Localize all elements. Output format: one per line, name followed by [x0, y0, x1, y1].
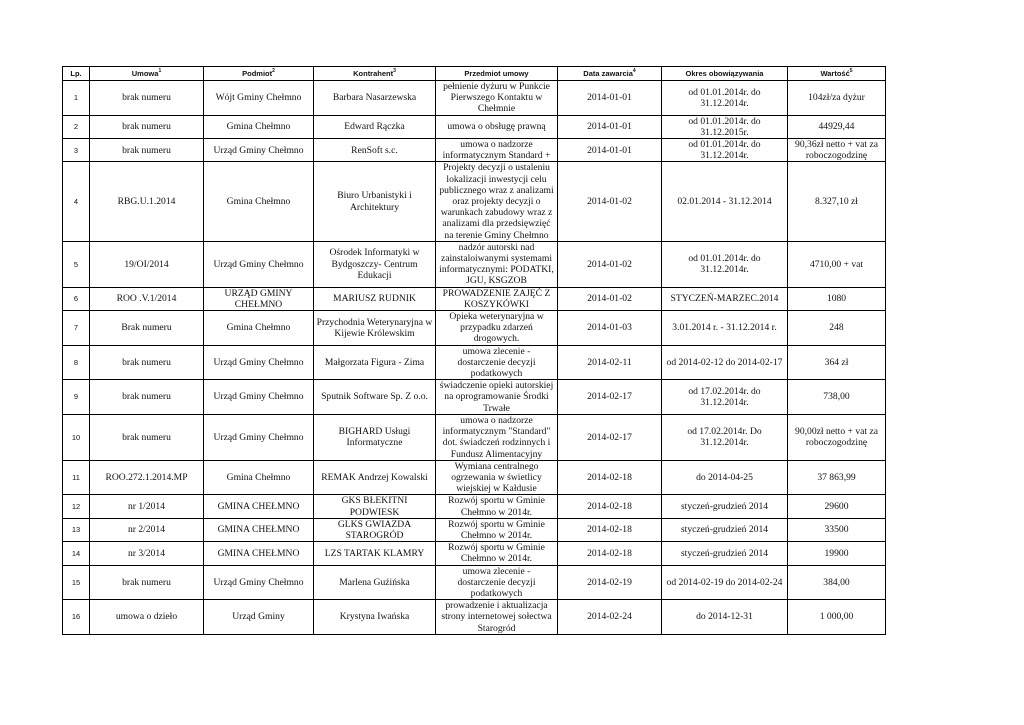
cell-wartosc: 37 863,99	[788, 460, 886, 495]
cell-okres: od 17.02.2014r. Do 31.12.2014r.	[662, 414, 788, 460]
cell-data: 2014-01-03	[558, 311, 662, 346]
cell-kontrahent: GKS BŁEKITNI PODWIESK	[314, 495, 436, 518]
cell-podmiot: GMINA CHEŁMNO	[204, 542, 314, 565]
cell-umowa: umowa o dzieło	[90, 600, 204, 635]
table-row	[63, 600, 886, 635]
cell-przedmiot: Rozwój sportu w Gminie Chełmno w 2014r.	[436, 495, 558, 518]
cell-przedmiot: Rozwój sportu w Gminie Chełmno w 2014r.	[436, 518, 558, 541]
cell-data: 2014-01-02	[558, 241, 662, 287]
cell-przedmiot: Projekty decyzji o ustaleniu lokalizacji inwestycji celu publicznego wraz z analizami oraz projekty decyzji o warunkach zabudowy wraz z analizami dla przedsięwzięć na terenie Gminy Chełmno	[436, 162, 558, 241]
cell-lp: 7	[63, 311, 90, 346]
cell-lp: 2	[63, 115, 90, 138]
cell-wartosc: 384,00	[788, 565, 886, 600]
cell-umowa: brak numeru	[90, 81, 204, 116]
cell-wartosc: 44929,44	[788, 115, 886, 138]
header-przedmiot: Przedmiot umowy	[436, 67, 558, 81]
header-umowa: Umowa$^1$	[90, 67, 204, 81]
cell-lp: 13	[63, 518, 90, 541]
cell-data: 2014-02-18	[558, 518, 662, 541]
cell-okres: 3.01.2014 r. - 31.12.2014 r.	[662, 311, 788, 346]
cell-wartosc: 4710,00 + vat	[788, 241, 886, 287]
table-row	[63, 241, 886, 287]
cell-umowa: RBG.U.1.2014	[90, 162, 204, 241]
header-lp: Lp.	[63, 67, 90, 81]
cell-przedmiot: Wymiana centralnego ogrzewania w świetlicy wiejskiej w Kałdusie	[436, 460, 558, 495]
cell-podmiot: Urząd Gminy Chełmno	[204, 139, 314, 162]
cell-okres: styczeń-grudzień 2014	[662, 518, 788, 541]
cell-przedmiot: świadczenie opieki autorskiej na oprogramowanie Środki Trwałe	[436, 380, 558, 415]
cell-przedmiot: umowa zlecenie - dostarczenie decyzji podatkowych	[436, 565, 558, 600]
cell-wartosc: 33500	[788, 518, 886, 541]
cell-umowa: Brak numeru	[90, 311, 204, 346]
cell-lp: 3	[63, 139, 90, 162]
cell-przedmiot: Opieka weterynaryjna w przypadku zdarzeń drogowych.	[436, 311, 558, 346]
cell-data: 2014-01-02	[558, 287, 662, 310]
cell-okres: 02.01.2014 - 31.12.2014	[662, 162, 788, 241]
contracts-table	[62, 66, 886, 635]
cell-data: 2014-01-01	[558, 139, 662, 162]
cell-umowa: brak numeru	[90, 115, 204, 138]
cell-umowa: nr 2/2014	[90, 518, 204, 541]
cell-data: 2014-01-01	[558, 115, 662, 138]
cell-przedmiot: umowa o nadzorze informatycznym "Standard" dot. świadczeń rodzinnych i Fundusz Alimentacyjny	[436, 414, 558, 460]
cell-wartosc: 90,36zł netto + vat za roboczogodzinę	[788, 139, 886, 162]
cell-kontrahent: Przychodnia Weterynaryjna w Kijewie Królewskim	[314, 311, 436, 346]
cell-umowa: ROO.272.1.2014.MP	[90, 460, 204, 495]
table-row	[63, 542, 886, 565]
table-row	[63, 345, 886, 380]
cell-okres: od 01.01.2014r. do 31.12.2014r.	[662, 241, 788, 287]
cell-data: 2014-02-24	[558, 600, 662, 635]
table-row	[63, 139, 886, 162]
cell-okres: od 01.01.2014r. do 31.12.2014r.	[662, 81, 788, 116]
header-row	[63, 67, 886, 81]
contracts-register	[62, 66, 885, 635]
table-row	[63, 81, 886, 116]
cell-przedmiot: nadzór autorski nad zainstaloiwanymi systemami informatycznymi: PODATKI, JGU, KSGZOB	[436, 241, 558, 287]
cell-kontrahent: Ośrodek Informatyki w Bydgoszczy- Centrum Edukacji	[314, 241, 436, 287]
header-podmiot: Podmiot$^2$	[204, 67, 314, 81]
cell-okres: styczeń-grudzień 2014	[662, 495, 788, 518]
cell-lp: 1	[63, 81, 90, 116]
cell-lp: 15	[63, 565, 90, 600]
cell-wartosc: 1080	[788, 287, 886, 310]
cell-umowa: brak numeru	[90, 345, 204, 380]
cell-kontrahent: BIGHARD Usługi Informatyczne	[314, 414, 436, 460]
cell-przedmiot: Rozwój sportu w Gminie Chełmno w 2014r.	[436, 542, 558, 565]
cell-wartosc: 738,00	[788, 380, 886, 415]
cell-data: 2014-02-11	[558, 345, 662, 380]
table-row	[63, 115, 886, 138]
header-okres: Okres obowiązywania	[662, 67, 788, 81]
table-row	[63, 495, 886, 518]
cell-data: 2014-02-18	[558, 542, 662, 565]
cell-wartosc: 1 000,00	[788, 600, 886, 635]
cell-lp: 9	[63, 380, 90, 415]
cell-lp: 16	[63, 600, 90, 635]
cell-okres: od 2014-02-12 do 2014-02-17	[662, 345, 788, 380]
cell-kontrahent: Marlena Guźińska	[314, 565, 436, 600]
cell-data: 2014-01-01	[558, 81, 662, 116]
cell-podmiot: GMINA CHEŁMNO	[204, 495, 314, 518]
cell-kontrahent: REMAK Andrzej Kowalski	[314, 460, 436, 495]
cell-kontrahent: MARIUSZ RUDNIK	[314, 287, 436, 310]
cell-lp: 6	[63, 287, 90, 310]
cell-podmiot: Urząd Gminy Chełmno	[204, 380, 314, 415]
cell-podmiot: GMINA CHEŁMNO	[204, 518, 314, 541]
cell-lp: 10	[63, 414, 90, 460]
table-row	[63, 287, 886, 310]
table-row	[63, 311, 886, 346]
cell-okres: od 01.01.2014r. do 31.12.2014r.	[662, 139, 788, 162]
cell-data: 2014-02-17	[558, 414, 662, 460]
cell-wartosc: 248	[788, 311, 886, 346]
cell-podmiot: Gmina Chełmno	[204, 115, 314, 138]
cell-umowa: nr 1/2014	[90, 495, 204, 518]
cell-podmiot: Gmina Chełmno	[204, 311, 314, 346]
table-row	[63, 380, 886, 415]
cell-wartosc: 29600	[788, 495, 886, 518]
cell-kontrahent: Małgorzata Figura - Zima	[314, 345, 436, 380]
cell-okres: styczeń-grudzień 2014	[662, 542, 788, 565]
cell-przedmiot: prowadzenie i aktualizacja strony internetowej sołectwa Starogród	[436, 600, 558, 635]
cell-kontrahent: Edward Rączka	[314, 115, 436, 138]
cell-data: 2014-02-17	[558, 380, 662, 415]
cell-kontrahent: Krystyna Iwańska	[314, 600, 436, 635]
cell-okres: do 2014-12-31	[662, 600, 788, 635]
cell-wartosc: 19900	[788, 542, 886, 565]
cell-umowa: brak numeru	[90, 414, 204, 460]
cell-okres: od 17.02.2014r. do 31.12.2014r.	[662, 380, 788, 415]
header-data: Data zawarcia$^4$	[558, 67, 662, 81]
cell-przedmiot: umowa zlecenie - dostarczenie decyzji podatkowych	[436, 345, 558, 380]
cell-okres: do 2014-04-25	[662, 460, 788, 495]
cell-kontrahent: LZS TARTAK KLAMRY	[314, 542, 436, 565]
cell-podmiot: Wójt Gminy Chełmno	[204, 81, 314, 116]
table-row	[63, 565, 886, 600]
cell-przedmiot: umowa o nadzorze informatycznym Standard +	[436, 139, 558, 162]
cell-umowa: brak numeru	[90, 565, 204, 600]
cell-podmiot: Urząd Gminy Chełmno	[204, 241, 314, 287]
cell-podmiot: Urząd Gminy Chełmno	[204, 565, 314, 600]
cell-lp: 12	[63, 495, 90, 518]
cell-umowa: brak numeru	[90, 380, 204, 415]
cell-wartosc: 8.327,10 zł	[788, 162, 886, 241]
cell-podmiot: Urząd Gminy Chełmno	[204, 414, 314, 460]
cell-umowa: ROO .V.1/2014	[90, 287, 204, 310]
cell-data: 2014-02-18	[558, 460, 662, 495]
cell-umowa: 19/OI/2014	[90, 241, 204, 287]
cell-podmiot: Urząd Gminy	[204, 600, 314, 635]
cell-wartosc: 104zł/za dyżur	[788, 81, 886, 116]
cell-kontrahent: Sputnik Software Sp. Z o.o.	[314, 380, 436, 415]
cell-podmiot: Urząd Gminy Chełmno	[204, 345, 314, 380]
cell-lp: 11	[63, 460, 90, 495]
cell-kontrahent: GLKS GWIAZDA STAROGRÓD	[314, 518, 436, 541]
table-row	[63, 460, 886, 495]
cell-lp: 4	[63, 162, 90, 241]
cell-data: 2014-02-19	[558, 565, 662, 600]
cell-kontrahent: RenSoft s.c.	[314, 139, 436, 162]
cell-data: 2014-01-02	[558, 162, 662, 241]
cell-data: 2014-02-18	[558, 495, 662, 518]
cell-okres: od 01.01.2014r. do 31.12.2015r.	[662, 115, 788, 138]
cell-podmiot: Gmina Chełmno	[204, 460, 314, 495]
cell-lp: 14	[63, 542, 90, 565]
cell-umowa: nr 3/2014	[90, 542, 204, 565]
cell-przedmiot: PROWADZENIE ZAJĘĆ Z KOSZYKÓWKI	[436, 287, 558, 310]
header-wartosc: Wartość$^5$	[788, 67, 886, 81]
cell-kontrahent: Barbara Nasarzewska	[314, 81, 436, 116]
cell-przedmiot: umowa o obsługę prawną	[436, 115, 558, 138]
cell-umowa: brak numeru	[90, 139, 204, 162]
cell-podmiot: URZĄD GMINY CHEŁMNO	[204, 287, 314, 310]
cell-okres: od 2014-02-19 do 2014-02-24	[662, 565, 788, 600]
cell-wartosc: 364 zł	[788, 345, 886, 380]
cell-wartosc: 90,00zł netto + vat za roboczogodzinę	[788, 414, 886, 460]
cell-podmiot: Gmina Chełmno	[204, 162, 314, 241]
table-row	[63, 414, 886, 460]
header-kontrahent: Kontrahent$^3$	[314, 67, 436, 81]
cell-przedmiot: pełnienie dyżuru w Punkcie Pierwszego Kontaktu w Chełmnie	[436, 81, 558, 116]
cell-lp: 5	[63, 241, 90, 287]
cell-lp: 8	[63, 345, 90, 380]
table-row	[63, 518, 886, 541]
cell-okres: STYCZEŃ-MARZEC.2014	[662, 287, 788, 310]
table-row	[63, 162, 886, 241]
cell-kontrahent: Biuro Urbanistyki i Architektury	[314, 162, 436, 241]
